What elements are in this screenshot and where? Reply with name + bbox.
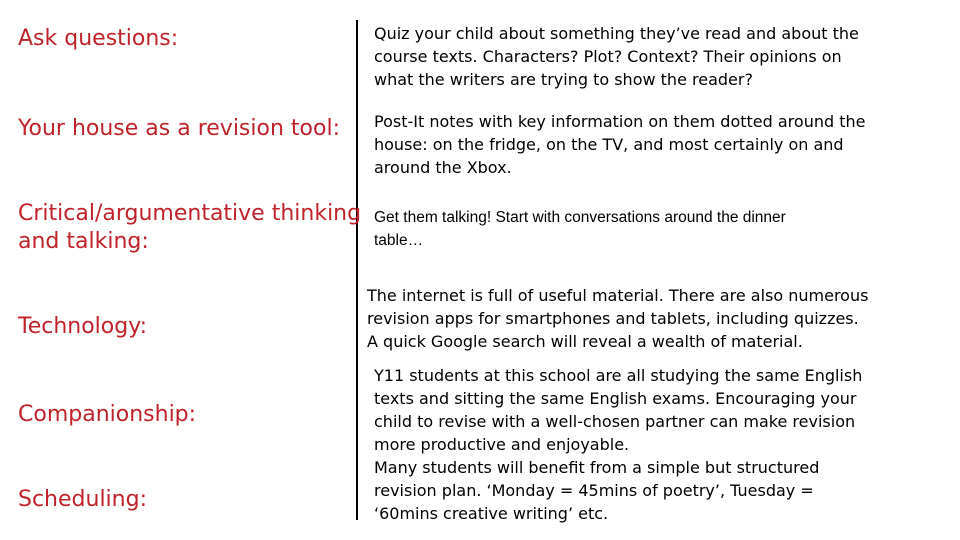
text-house-revision-tool: Post-It notes with key information on them dotted around the house: on the fridge, on the TV, and most certainly on and around the Xbox.: [374, 112, 866, 177]
label-companionship: Companionship:: [18, 402, 197, 427]
divider-line: [356, 20, 358, 520]
label-ask-questions: Ask questions:: [18, 26, 179, 51]
text-critical-thinking: Get them talking! Start with conversations around the dinner table…: [374, 209, 786, 249]
text-companionship: Y11 students at this school are all studying the same English texts and sitting the same English exams. Encouraging your child to revise with a well-chosen partner can make revision more productive and enjoyable. Many students will benefit from a simple but structured revision plan. ‘Monday = 45mins of poetry’, Tuesday = ‘60mins creative writing’ etc.: [374, 366, 863, 523]
label-technology: Technology:: [18, 314, 148, 339]
text-ask-questions: Quiz your child about something they’ve read and about the course texts. Characters? Plot? Context? Their opinions on what the writers are trying to show the reader?: [374, 24, 859, 89]
label-house-revision-tool: Your house as a revision tool:: [18, 116, 340, 141]
label-critical-thinking: Critical/argumentative thinking and talking:: [18, 201, 362, 254]
text-technology: The internet is full of useful material. There are also numerous revision apps for smartphones and tablets, including quizzes. A quick Google search will reveal a wealth of material.: [367, 286, 869, 351]
label-scheduling: Scheduling:: [18, 487, 147, 512]
